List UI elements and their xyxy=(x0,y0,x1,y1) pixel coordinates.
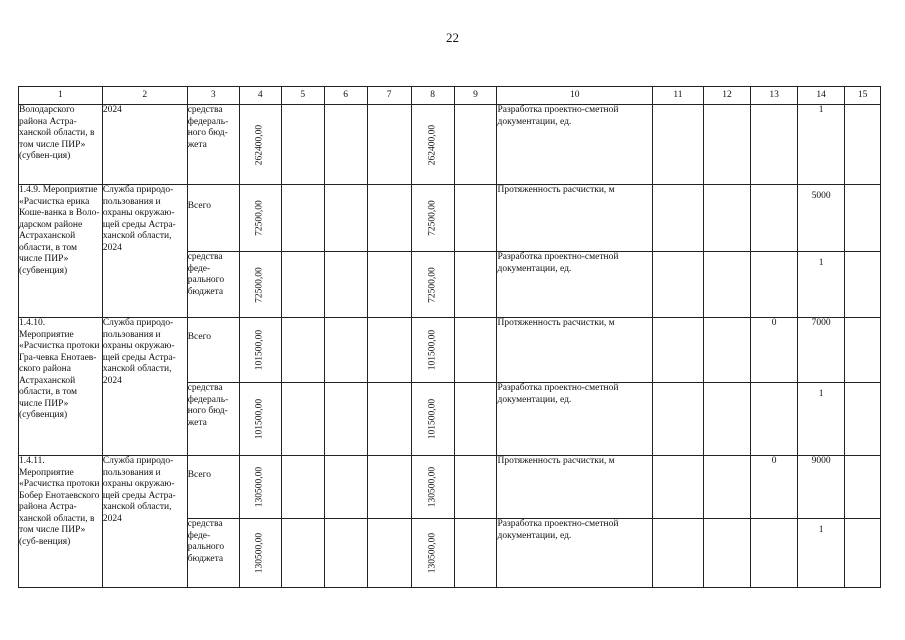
indicator-cell: Разработка проектно-сметной документации, ед. xyxy=(497,383,652,456)
indicator-value-14: 9000 xyxy=(798,456,845,519)
funding-source-cell: средства феде-рального бюджета xyxy=(187,519,239,588)
indicator-cell: Разработка проектно-сметной документации, ед. xyxy=(497,519,652,588)
measure-name-cell: 1.4.10. Мероприятие «Расчистка протоки Гра-чевка Енотаев-ского района Астраханской области, в том числе ПИР» (субвенция) xyxy=(19,318,103,456)
amount-total: 72500,00 xyxy=(254,266,265,303)
executor-cell: Служба природо-пользования и охраны окружаю-щей среды Астра-ханской области, 2024 xyxy=(102,185,187,318)
amount-year-cell xyxy=(411,105,454,185)
amount-total-cell xyxy=(239,252,281,318)
funding-source-cell: средства федераль-ного бюд-жета xyxy=(187,383,239,456)
program-table xyxy=(18,86,881,588)
column-header: 10 xyxy=(497,87,652,105)
funding-source-cell: средства федераль-ного бюд-жета xyxy=(187,105,239,185)
amount-year-cell xyxy=(411,185,454,252)
indicator-cell: Протяженность расчистки, м xyxy=(497,318,652,383)
column-header: 8 xyxy=(411,87,454,105)
indicator-value-14: 7000 xyxy=(798,318,845,383)
column-header: 9 xyxy=(454,87,497,105)
executor-cell: 2024 xyxy=(102,105,187,185)
column-header: 12 xyxy=(704,87,751,105)
amount-year-cell xyxy=(411,519,454,588)
amount-year-cell xyxy=(411,318,454,383)
amount-total-cell xyxy=(239,105,281,185)
amount-year: 72500,00 xyxy=(426,266,437,303)
indicator-value-13 xyxy=(751,252,798,318)
amount-year: 101500,00 xyxy=(426,398,437,440)
indicator-value-13 xyxy=(751,383,798,456)
amount-total: 262400,00 xyxy=(254,124,265,165)
table-row xyxy=(19,185,881,252)
funding-source-cell: средства феде-рального бюджета xyxy=(187,252,239,318)
column-header: 5 xyxy=(281,87,324,105)
indicator-value-14: 1 xyxy=(798,519,845,588)
indicator-value-13 xyxy=(751,105,798,185)
amount-total-cell xyxy=(239,383,281,456)
indicator-value-13: 0 xyxy=(751,318,798,383)
indicator-value-14: 5000 xyxy=(798,185,845,252)
amount-year: 130500,00 xyxy=(426,532,437,574)
table-row xyxy=(19,456,881,519)
indicator-cell: Протяженность расчистки, м xyxy=(497,185,652,252)
table-row xyxy=(19,105,881,185)
column-header: 7 xyxy=(367,87,411,105)
indicator-value-14: 1 xyxy=(798,252,845,318)
page-number: 22 xyxy=(446,30,459,45)
amount-year-cell xyxy=(411,456,454,519)
amount-total: 130500,00 xyxy=(254,466,265,508)
indicator-value-13 xyxy=(751,185,798,252)
indicator-cell: Протяженность расчистки, м xyxy=(497,456,652,519)
amount-total-cell xyxy=(239,456,281,519)
funding-source-cell: Всего xyxy=(187,456,239,519)
indicator-cell: Разработка проектно-сметной документации, ед. xyxy=(497,252,652,318)
funding-source-cell: Всего xyxy=(187,318,239,383)
column-header: 11 xyxy=(652,87,703,105)
amount-total: 72500,00 xyxy=(254,200,265,236)
indicator-value-14: 1 xyxy=(798,105,845,185)
amount-total-cell xyxy=(239,185,281,252)
amount-year: 130500,00 xyxy=(426,466,437,508)
column-header: 1 xyxy=(19,87,103,105)
header-row xyxy=(19,87,881,105)
column-header: 3 xyxy=(187,87,239,105)
funding-source-cell: Всего xyxy=(187,185,239,252)
amount-year: 262400,00 xyxy=(426,124,437,165)
measure-name-cell: 1.4.11. Мероприятие «Расчистка протоки Бобер Енотаевского района Астра-ханской области, в том числе ПИР» (суб-венция) xyxy=(19,456,103,588)
indicator-value-14: 1 xyxy=(798,383,845,456)
measure-name-cell: Володарского района Астра-ханской области, в том числе ПИР» (субвен-ция) xyxy=(19,105,103,185)
amount-total-cell xyxy=(239,318,281,383)
table-row xyxy=(19,318,881,383)
executor-cell: Служба природо-пользования и охраны окружаю-щей среды Астра-ханской области, 2024 xyxy=(102,318,187,456)
column-header: 15 xyxy=(845,87,881,105)
amount-year-cell xyxy=(411,252,454,318)
amount-year: 72500,00 xyxy=(426,200,437,236)
column-header: 2 xyxy=(102,87,187,105)
amount-year-cell xyxy=(411,383,454,456)
amount-total-cell xyxy=(239,519,281,588)
indicator-cell: Разработка проектно-сметной документации, ед. xyxy=(497,105,652,185)
column-header: 6 xyxy=(324,87,367,105)
amount-year: 101500,00 xyxy=(426,329,437,371)
amount-total: 101500,00 xyxy=(254,329,265,371)
indicator-value-13 xyxy=(751,519,798,588)
amount-total: 130500,00 xyxy=(254,532,265,574)
indicator-value-13: 0 xyxy=(751,456,798,519)
amount-total: 101500,00 xyxy=(254,398,265,440)
executor-cell: Служба природо-пользования и охраны окружаю-щей среды Астра-ханской области, 2024 xyxy=(102,456,187,588)
measure-name-cell: 1.4.9. Мероприятие «Расчистка ерика Коше-ванка в Воло-дарском районе Астраханской области, в том числе ПИР» (субвенция) xyxy=(19,185,103,318)
column-header: 14 xyxy=(798,87,845,105)
column-header: 4 xyxy=(239,87,281,105)
column-header: 13 xyxy=(751,87,798,105)
